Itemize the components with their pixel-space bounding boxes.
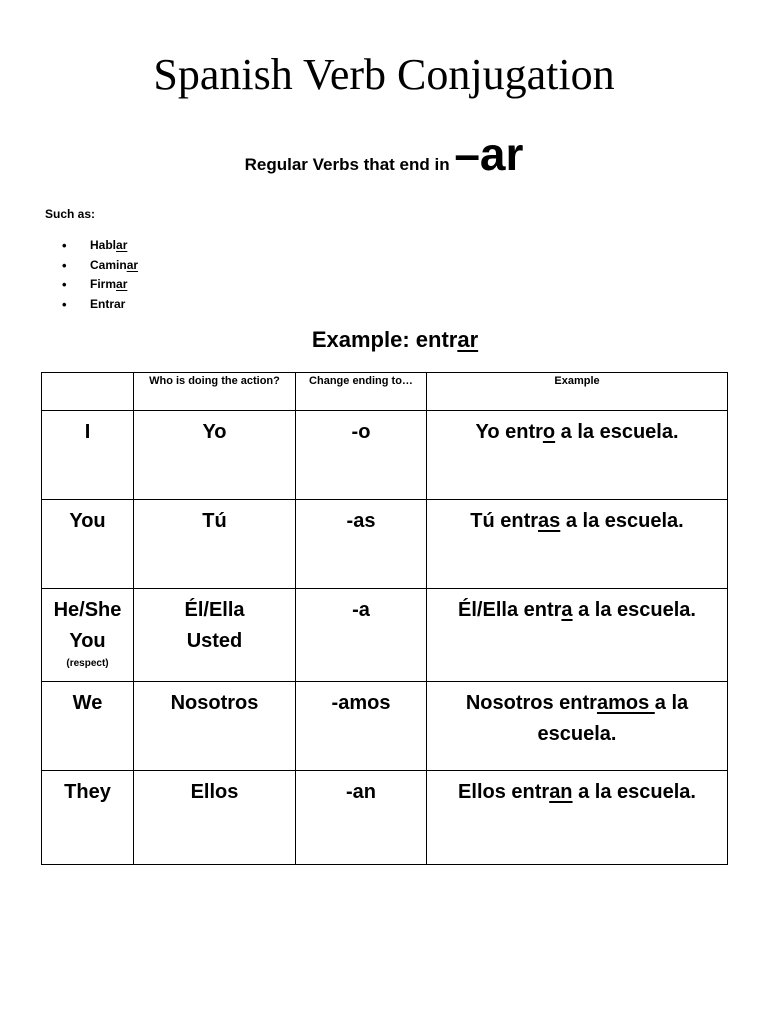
example-pre: Tú entr — [470, 510, 539, 532]
ending-cell: -as — [296, 500, 427, 589]
example-cell — [427, 771, 728, 865]
person-label: You — [69, 510, 106, 532]
example-ending: a — [561, 599, 573, 621]
verb-ending: ar — [126, 257, 139, 272]
person-label: I — [84, 421, 91, 443]
bullet-icon: • — [62, 257, 67, 273]
example-cell — [427, 500, 728, 589]
person-cell — [42, 500, 134, 589]
example-pre: Nosotros entr — [465, 692, 597, 714]
example-cell — [427, 682, 728, 771]
verb-stem: Camin — [90, 257, 127, 272]
verb-stem: Habl — [90, 238, 117, 252]
example-ending: as — [538, 510, 561, 532]
example-post: a la escuela. — [572, 599, 696, 621]
person-note: (respect) — [66, 658, 109, 669]
table-row — [42, 411, 728, 500]
column-header: Example — [427, 373, 728, 411]
table-row — [42, 500, 728, 589]
table-row — [42, 589, 728, 682]
person-cell — [42, 771, 134, 865]
pronoun-cell: Tú — [134, 500, 296, 589]
conjugation-table — [41, 372, 728, 865]
table-row — [42, 771, 728, 865]
table-row — [42, 682, 728, 771]
column-header: Change ending to… — [296, 373, 427, 411]
verb-stem: Entrar — [90, 296, 126, 311]
example-ending: amos — [596, 692, 655, 714]
example-post: a la escuela. — [537, 692, 689, 745]
ending-cell: -an — [296, 771, 427, 865]
such-as-label: Such as: — [45, 207, 96, 221]
verb-ending: ar — [116, 277, 128, 291]
example-ending: an — [549, 781, 573, 803]
example-post: a la escuela. — [555, 421, 679, 443]
ending-cell: -a — [296, 589, 427, 682]
verb-stem: Firm — [90, 277, 117, 291]
person-label: We — [72, 692, 103, 714]
example-pre: Él/Ella entr — [458, 599, 562, 621]
example-cell — [427, 411, 728, 500]
page-title: Spanish Verb Conjugation — [153, 50, 615, 99]
ending-cell: -o — [296, 411, 427, 500]
pronoun-cell: Nosotros — [134, 682, 296, 771]
bullet-icon: • — [62, 296, 67, 312]
subtitle-ending: –ar — [454, 128, 524, 180]
person-cell — [42, 682, 134, 771]
example-pre: Yo entr — [475, 421, 543, 443]
example-post: a la escuela. — [560, 510, 684, 532]
bullet-icon: • — [62, 238, 67, 253]
list-item — [62, 295, 138, 315]
person-cell — [42, 411, 134, 500]
person-label: He/She You — [53, 599, 122, 652]
subtitle-text: Regular Verbs that end in — [244, 155, 455, 174]
example-cell — [427, 589, 728, 682]
verb-list — [62, 236, 138, 314]
pronoun-cell: Ellos — [134, 771, 296, 865]
pronoun-cell: Él/Ella Usted — [134, 589, 296, 682]
person-cell — [42, 589, 134, 682]
column-header — [42, 373, 134, 411]
list-item — [62, 256, 138, 276]
list-item — [62, 275, 138, 295]
list-item — [62, 236, 138, 256]
table-header-row — [42, 373, 728, 411]
example-heading — [0, 327, 768, 353]
ending-cell: -amos — [296, 682, 427, 771]
example-ending: o — [542, 421, 556, 443]
subtitle — [0, 128, 768, 180]
verb-ending: ar — [116, 238, 128, 252]
example-heading-ending: ar — [457, 327, 479, 352]
example-heading-prefix: Example: entr — [311, 327, 458, 352]
example-post: a la escuela. — [572, 781, 696, 803]
pronoun-cell: Yo — [134, 411, 296, 500]
column-header: Who is doing the action? — [134, 373, 296, 411]
bullet-icon: • — [62, 277, 67, 292]
person-label: They — [64, 781, 111, 803]
example-pre: Ellos entr — [458, 781, 550, 803]
